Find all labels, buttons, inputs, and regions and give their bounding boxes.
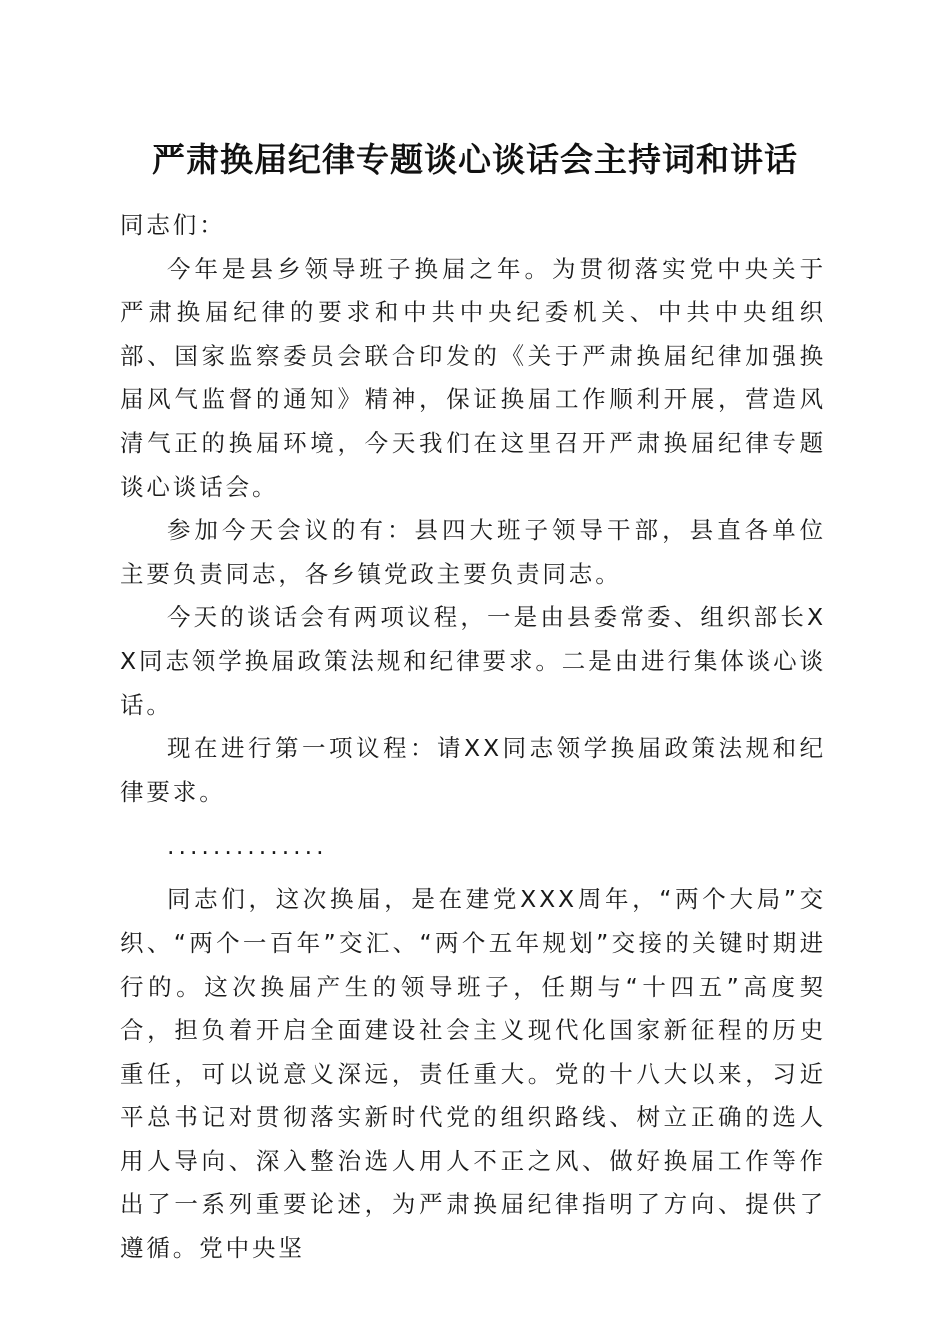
document-title: 严肃换届纪律专题谈心谈话会主持词和讲话 xyxy=(152,140,798,179)
paragraph-speech: 同志们，这次换届，是在建党XXX周年，“两个大局”交织、“两个一百年”交汇、“两个五年规划”交接的关键时期进行的。这次换届产生的领导班子，任期与“十四五”高度契合，担负着开启全面建设社会主义现代化国家新征程的历史重任，可以说意义深远，责任重大。党的十八大以来，习近平总书记对贯彻落实新时代党的组织路线、树立正确的选人用人导向、深入整治选人用人不正之风、做好换届工作等作出了一系列重要论述，为严肃换届纪律指明了方向、提供了遵循。党中央坚 xyxy=(120,885,826,1263)
document-body xyxy=(120,204,826,1271)
paragraph-agenda: 今天的谈话会有两项议程，一是由县委常委、组织部长XX同志领学换届政策法规和纪律要求。二是由进行集体谈心谈话。 xyxy=(120,603,826,719)
paragraph-intro: 今年是县乡领导班子换届之年。为贯彻落实党中央关于严肃换届纪律的要求和中共中央纪委机关、中共中央组织部、国家监察委员会联合印发的《关于严肃换届纪律加强换届风气监督的通知》精神，保证换届工作顺利开展，营造风清气正的换届环境，今天我们在这里召开严肃换届纪律专题谈心谈话会。 xyxy=(120,254,826,501)
paragraph-attendees: 参加今天会议的有：县四大班子领导干部，县直各单位主要负责同志，各乡镇党政主要负责同志。 xyxy=(120,516,826,588)
paragraph-first-item: 现在进行第一项议程：请XX同志领学换届政策法规和纪律要求。 xyxy=(120,734,826,806)
salutation: 同志们： xyxy=(120,211,226,239)
ellipsis-separator: .............. xyxy=(167,832,328,861)
